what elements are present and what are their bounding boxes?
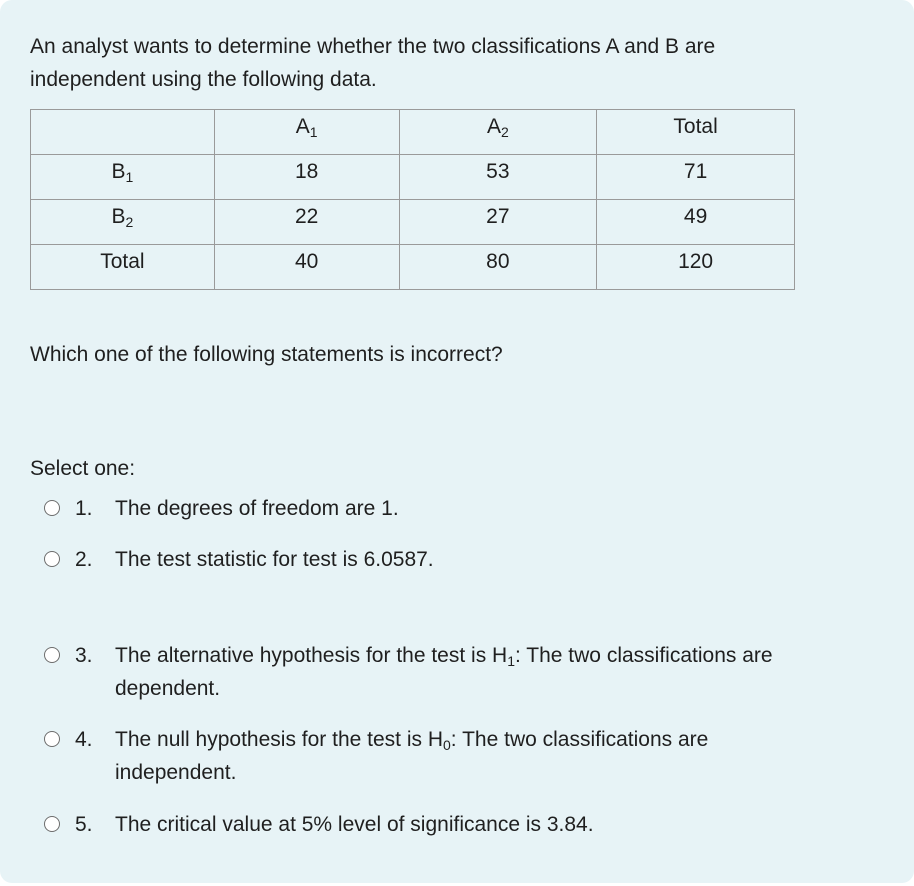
table-row-label: $B_2$: [31, 200, 215, 245]
table-row-label: Total: [31, 245, 215, 290]
option-text: The test statistic for test is 6.0587.: [115, 548, 434, 571]
table-row: [31, 245, 795, 290]
table-header-cell: $A_2$: [399, 110, 597, 155]
select-one-label: Select one:: [30, 457, 136, 480]
table-cell: 80: [399, 245, 597, 290]
radio-button[interactable]: [44, 816, 60, 832]
option-number: 1.: [75, 497, 93, 520]
table-cell: 18: [214, 155, 399, 200]
radio-button[interactable]: [44, 647, 60, 663]
radio-button[interactable]: [44, 500, 60, 516]
table-header-cell: Total: [597, 110, 795, 155]
table-cell: 27: [399, 200, 597, 245]
option-text: The degrees of freedom are 1.: [115, 497, 399, 520]
table-cell: 49: [597, 200, 795, 245]
table-header-row: [31, 110, 795, 155]
option-text: The critical value at 5% level of significance is 3.84.: [115, 813, 594, 836]
table-row-label: $B_1$: [31, 155, 215, 200]
table-header-cell: $A_1$: [214, 110, 399, 155]
option-number: 3.: [75, 644, 93, 667]
option-number: 4.: [75, 728, 93, 751]
option-text: The alternative hypothesis for the test is $H_1$: The two classifications are dependent.: [115, 644, 773, 700]
contingency-table: [30, 109, 795, 290]
question-intro-text: An analyst wants to determine whether the two classifications A and B are independent using the following data.: [30, 35, 716, 91]
option-text: The null hypothesis for the test is $H_0$: The two classifications are independent.: [115, 728, 709, 784]
table-cell: 120: [597, 245, 795, 290]
table-row: [31, 200, 795, 245]
radio-button[interactable]: [44, 731, 60, 747]
table-cell: 71: [597, 155, 795, 200]
table-cell: 53: [399, 155, 597, 200]
table-header-cell: [31, 110, 215, 155]
option-number: 2.: [75, 548, 93, 571]
table-row: [31, 155, 795, 200]
radio-button[interactable]: [44, 551, 60, 567]
table-cell: 40: [214, 245, 399, 290]
option-number: 5.: [75, 813, 93, 836]
table-cell: 22: [214, 200, 399, 245]
question-prompt: Which one of the following statements is incorrect?: [30, 343, 503, 366]
